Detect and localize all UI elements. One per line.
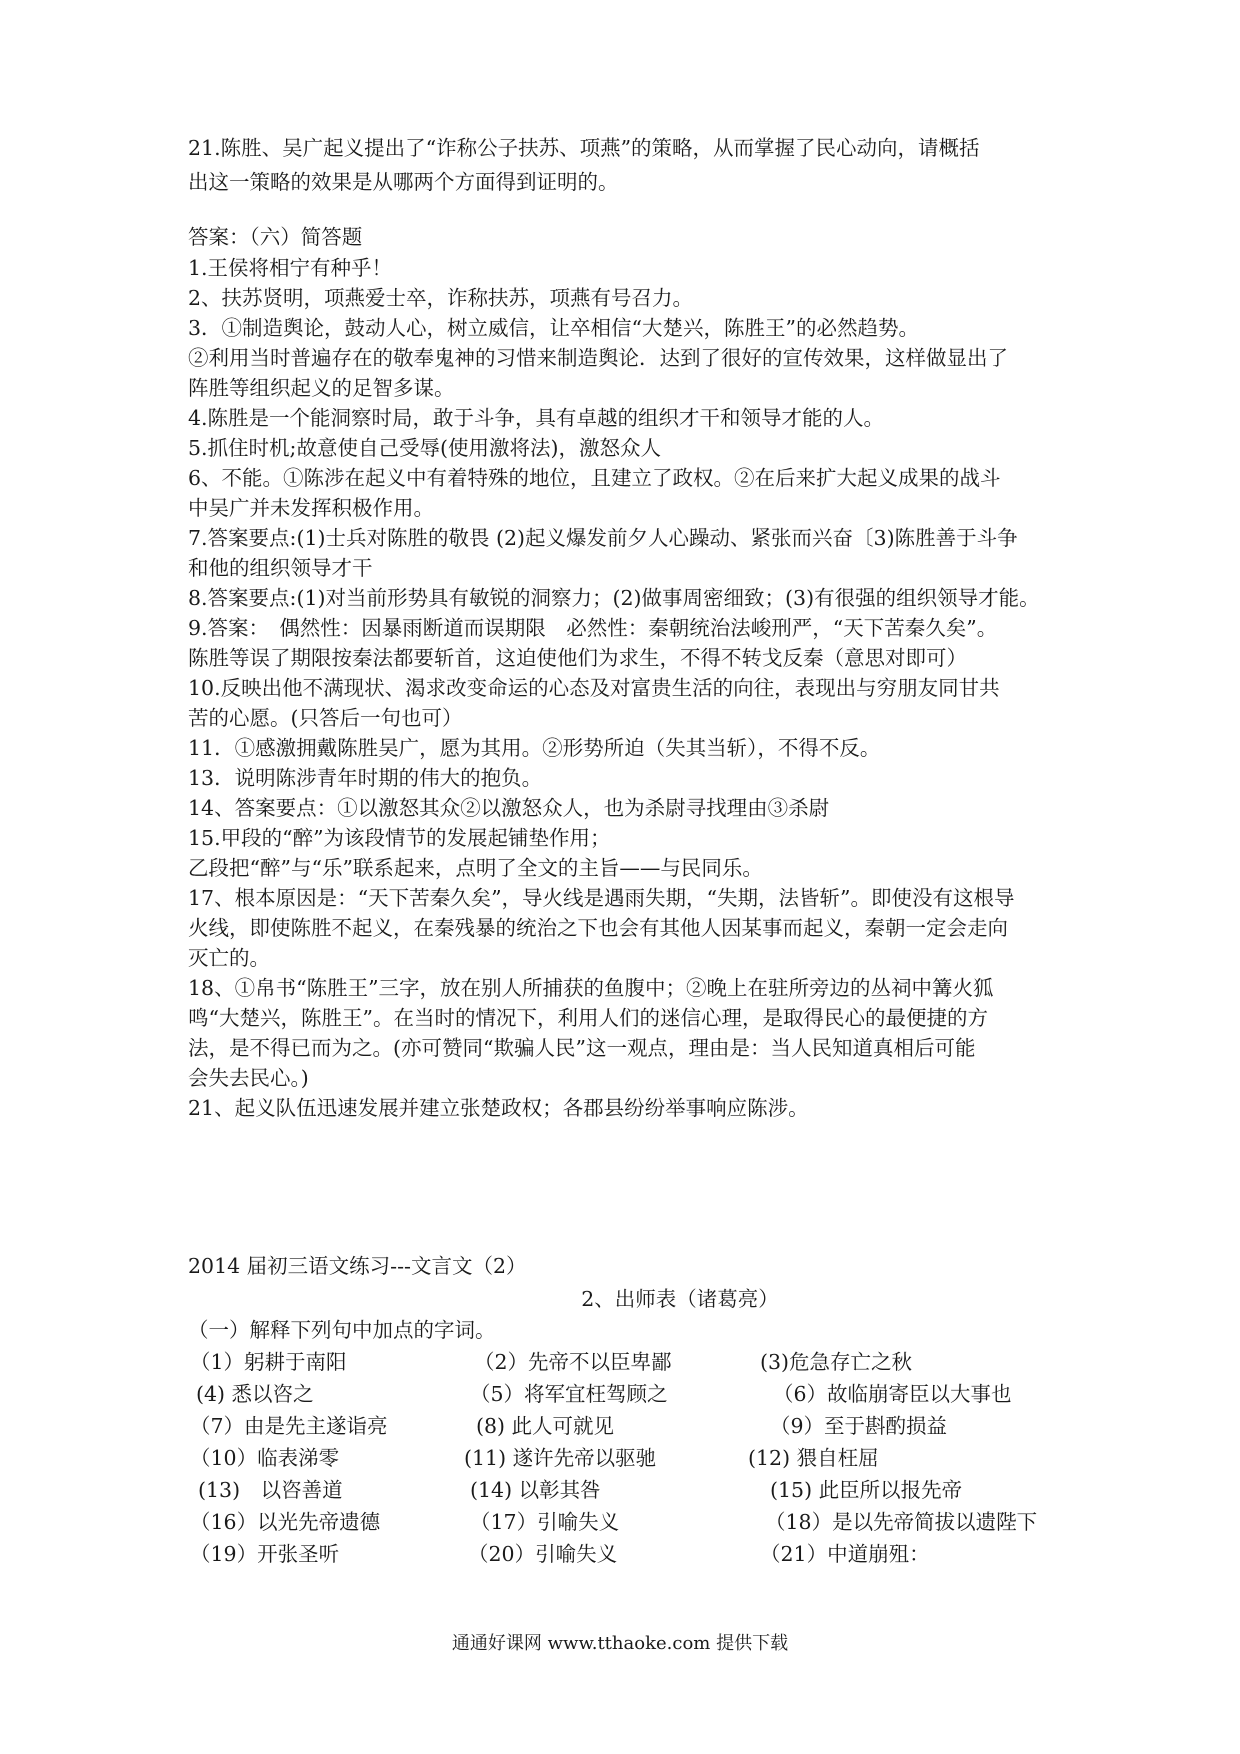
answer-line: 阵胜等组织起义的足智多谋。 — [188, 376, 455, 400]
vocab-item: (8) 此人可就见 — [476, 1414, 615, 1438]
vocab-item: （21）中道崩殂： — [760, 1542, 930, 1566]
answer-line: 10.反映出他不满现状、渴求改变命运的心态及对富贵生活的向往，表现出与穷朋友同甘共 — [188, 676, 1000, 700]
exercise-instruction: （一）解释下列句中加点的字词。 — [188, 1318, 496, 1342]
answer-line: 21、起义队伍迅速发展并建立张楚政权；各郡县纷纷举事响应陈涉。 — [188, 1096, 809, 1120]
vocab-item: （9）至于斟酌损益 — [770, 1414, 948, 1438]
answer-line: 13．说明陈涉青年时期的伟大的抱负。 — [188, 766, 543, 790]
question-21-line-2: 出这一策略的效果是从哪两个方面得到证明的。 — [188, 170, 619, 194]
answer-line: ②利用当时普遍存在的敬奉鬼神的习惜来制造舆论．达到了很好的宣传效果，这样做显出了 — [188, 346, 1008, 370]
answer-line: 15.甲段的“醉”为该段情节的发展起铺垫作用； — [188, 826, 611, 850]
answer-line: 乙段把“醉”与“乐”联系起来，点明了全文的主旨——与民同乐。 — [188, 856, 763, 880]
answer-line: 鸣“大楚兴，陈胜王”。在当时的情况下，利用人们的迷信心理，是取得民心的最便捷的方 — [188, 1006, 988, 1030]
vocab-item: (15) 此臣所以报先帝 — [770, 1478, 963, 1502]
answer-line: 7.答案要点:(1)士兵对陈胜的敬畏 (2)起义爆发前夕人心躁动、紧张而兴奋〔3)陈胜善于斗争 — [188, 526, 1018, 550]
vocab-item: （6）故临崩寄臣以大事也 — [773, 1382, 1012, 1406]
vocab-item: (12) 猥自枉屈 — [748, 1446, 879, 1470]
vocab-item: （20）引喻失义 — [468, 1542, 618, 1566]
vocab-item: （7）由是先主遂诣亮 — [190, 1414, 388, 1438]
answer-line: 14、答案要点：①以激怒其众②以激怒众人，也为杀尉寻找理由③杀尉 — [188, 796, 830, 820]
answer-line: 中吴广并未发挥积极作用。 — [188, 496, 434, 520]
answer-line: 法，是不得已而为之。(亦可赞同“欺骗人民”这一观点，理由是：当人民知道真相后可能 — [188, 1036, 976, 1060]
vocab-item: （19）开张圣听 — [190, 1542, 340, 1566]
vocab-item: （17）引喻失义 — [470, 1510, 620, 1534]
answer-line: 1.王侯将相宁有种乎！ — [188, 256, 393, 280]
answer-line: 8.答案要点:(1)对当前形势具有敏锐的洞察力；(2)做事周密细致；(3)有很强的组织领导才能。 — [188, 586, 1040, 610]
vocab-item: (3)危急存亡之秋 — [760, 1350, 913, 1374]
vocab-item: （1）躬耕于南阳 — [190, 1350, 347, 1374]
answer-line: 2、扶苏贤明，项燕爱士卒，诈称扶苏，项燕有号召力。 — [188, 286, 694, 310]
answer-line: 陈胜等误了期限按秦法都要斩首，这迫使他们为求生，不得不转戈反秦（意思对即可） — [188, 646, 967, 670]
answer-line: 火线，即使陈胜不起义，在秦残暴的统治之下也会有其他人因某事而起义，秦朝一定会走向 — [188, 916, 1008, 940]
download-footer: 通通好课网 www.tthaoke.com 提供下载 — [451, 1633, 789, 1654]
vocab-item: (11) 遂许先帝以驱驰 — [464, 1446, 657, 1470]
answer-line: 和他的组织领导才干 — [188, 556, 373, 580]
vocab-item: (4) 悉以咨之 — [196, 1382, 314, 1406]
question-21-line-1: 21.陈胜、吴广起义提出了“诈称公子扶苏、项燕”的策略，从而掌握了民心动向，请概括 — [188, 136, 980, 160]
answer-line: 苦的心愿。(只答后一句也可） — [188, 706, 463, 730]
answer-line: 9.答案： 偶然性：因暴雨断道而误期限 必然性：秦朝统治法峻刑严，“天下苦秦久矣”。 — [188, 616, 998, 640]
vocab-item: （16）以光先帝遗德 — [190, 1510, 381, 1534]
vocab-item: (14) 以彰其咎 — [470, 1478, 601, 1502]
answer-line: 3．①制造舆论，鼓动人心，树立威信，让卒相信“大楚兴，陈胜王”的必然趋势。 — [188, 316, 920, 340]
answer-line: 11．①感激拥戴陈胜吴广，愿为其用。②形势所迫（失其当斩），不得不反。 — [188, 736, 881, 760]
exercise-series-title: 2014 届初三语文练习---文言文（2） — [188, 1254, 527, 1278]
answer-line: 4.陈胜是一个能洞察时局，敢于斗争，具有卓越的组织才干和领导才能的人。 — [188, 406, 885, 430]
answer-line: 5.抓住时机;故意使自己受辱(使用激将法)，激怒众人 — [188, 436, 661, 460]
vocab-item: （5）将军宜枉驾顾之 — [470, 1382, 668, 1406]
vocab-item: (13) 以咨善道 — [198, 1478, 343, 1502]
vocab-item: （10）临表涕零 — [190, 1446, 340, 1470]
answer-line: 18、①帛书“陈胜王”三字，放在别人所捕获的鱼腹中；②晚上在驻所旁边的丛祠中篝火狐 — [188, 976, 994, 1000]
lesson-title: 2、出师表（诸葛亮） — [581, 1287, 779, 1311]
answer-line: 灭亡的。 — [188, 946, 270, 970]
vocab-item: （18）是以先帝简拔以遗陛下 — [765, 1510, 1038, 1534]
answer-line: 6、不能。①陈涉在起义中有着特殊的地位，且建立了政权。②在后来扩大起义成果的战斗 — [188, 466, 1001, 490]
answer-line: 17、根本原因是：“天下苦秦久矣”，导火线是遇雨失期，“失期，法皆斩”。即使没有这根导 — [188, 886, 1015, 910]
vocab-item: （2）先帝不以臣卑鄙 — [474, 1350, 672, 1374]
answers-heading: 答案：（六）简答题 — [188, 225, 363, 249]
answer-line: 会失去民心。) — [188, 1066, 309, 1090]
